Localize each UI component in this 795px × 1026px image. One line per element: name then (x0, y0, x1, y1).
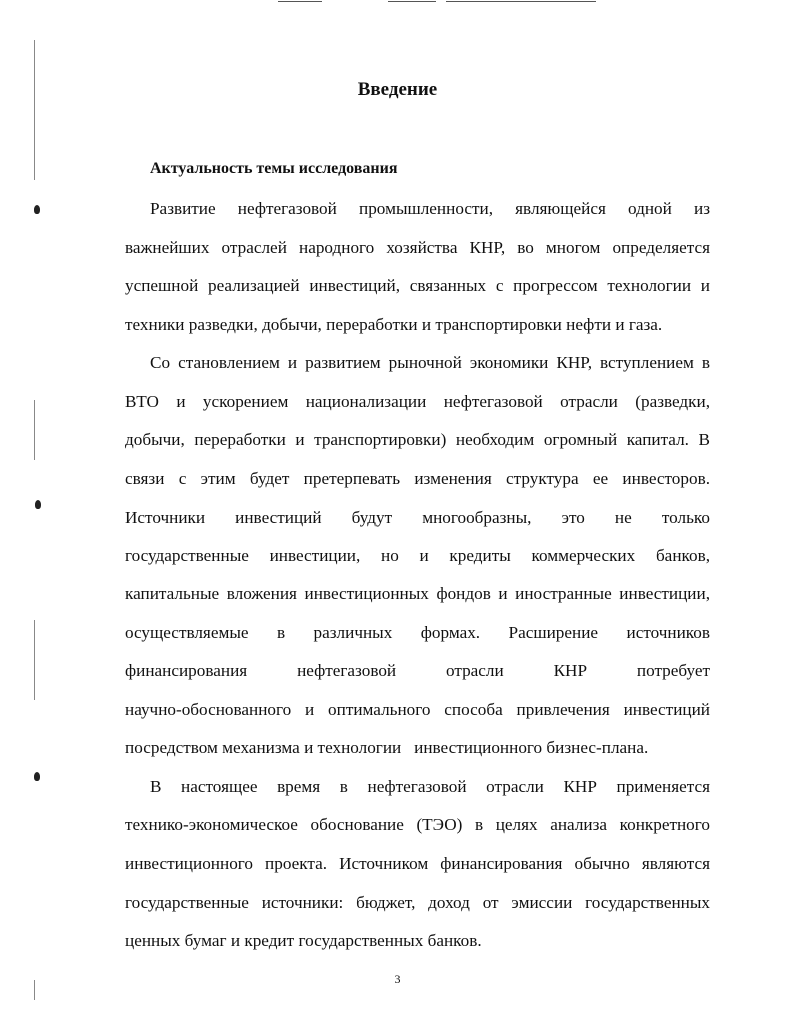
scan-artifact-top-line (278, 1, 322, 2)
paragraph-2-line-11: посредством механизма и технологии инвестиционного бизнес-плана. (125, 738, 649, 757)
scan-artifact-binding-hole (34, 772, 40, 781)
paragraph-2-line-4: связи с этим будет претерпевать изменения структура ее инвесторов. (125, 469, 710, 488)
scan-artifact-binding-hole (34, 205, 40, 214)
scan-artifact-left-edge (34, 40, 35, 180)
scan-artifact-top-line (446, 1, 596, 2)
paragraph-2-line-3: добычи, переработки и транспортировки) необходим огромный капитал. В (125, 430, 710, 449)
scan-artifact-left-edge (34, 400, 35, 460)
paragraph-2-line-6: государственные инвестиции, но и кредиты коммерческих банков, (125, 546, 710, 565)
paragraph-2-line-9: финансирования нефтегазовой отрасли КНР потребует (125, 661, 710, 680)
page-title: Введение (357, 79, 438, 100)
paragraph-3-line-4: государственные источники: бюджет, доход от эмиссии государственных (125, 893, 710, 912)
page-number: 3 (394, 972, 401, 986)
paragraph-2-line-7: капитальные вложения инвестиционных фондов и иностранные инвестиции, (125, 584, 710, 603)
section-heading: Актуальность темы исследования (150, 160, 398, 177)
scan-artifact-binding-hole (35, 500, 41, 509)
paragraph-3-line-5: ценных бумаг и кредит государственных банков. (125, 931, 482, 950)
paragraph-2-line-5: Источники инвестиций будут многообразны, это не только (125, 508, 710, 527)
paragraph-1-line-2: важнейших отраслей народного хозяйства КНР, во многом определяется (125, 238, 710, 257)
scan-artifact-left-edge (34, 620, 35, 700)
paragraph-2-line-8: осуществляемые в различных формах. Расширение источников (125, 623, 710, 642)
paragraph-1-line-4: техники разведки, добычи, переработки и транспортировки нефти и газа. (125, 315, 663, 334)
paragraph-2-line-2: ВТО и ускорением национализации нефтегазовой отрасли (разведки, (125, 392, 710, 411)
paragraph-2-line-10: научно-обоснованного и оптимального способа привлечения инвестиций (125, 700, 710, 719)
paragraph-2-line-1: Со становлением и развитием рыночной экономики КНР, вступлением в (150, 353, 710, 372)
paragraph-3-line-1: В настоящее время в нефтегазовой отрасли КНР применяется (150, 777, 710, 796)
paragraph-1-line-1: Развитие нефтегазовой промышленности, являющейся одной из (150, 199, 710, 218)
paragraph-3-line-2: технико-экономическое обоснование (ТЭО) в целях анализа конкретного (125, 815, 710, 834)
paragraph-1-line-3: успешной реализацией инвестиций, связанных с прогрессом технологии и (125, 276, 710, 295)
scan-artifact-top-line (388, 1, 436, 2)
paragraph-3-line-3: инвестиционного проекта. Источником финансирования обычно являются (125, 854, 710, 873)
